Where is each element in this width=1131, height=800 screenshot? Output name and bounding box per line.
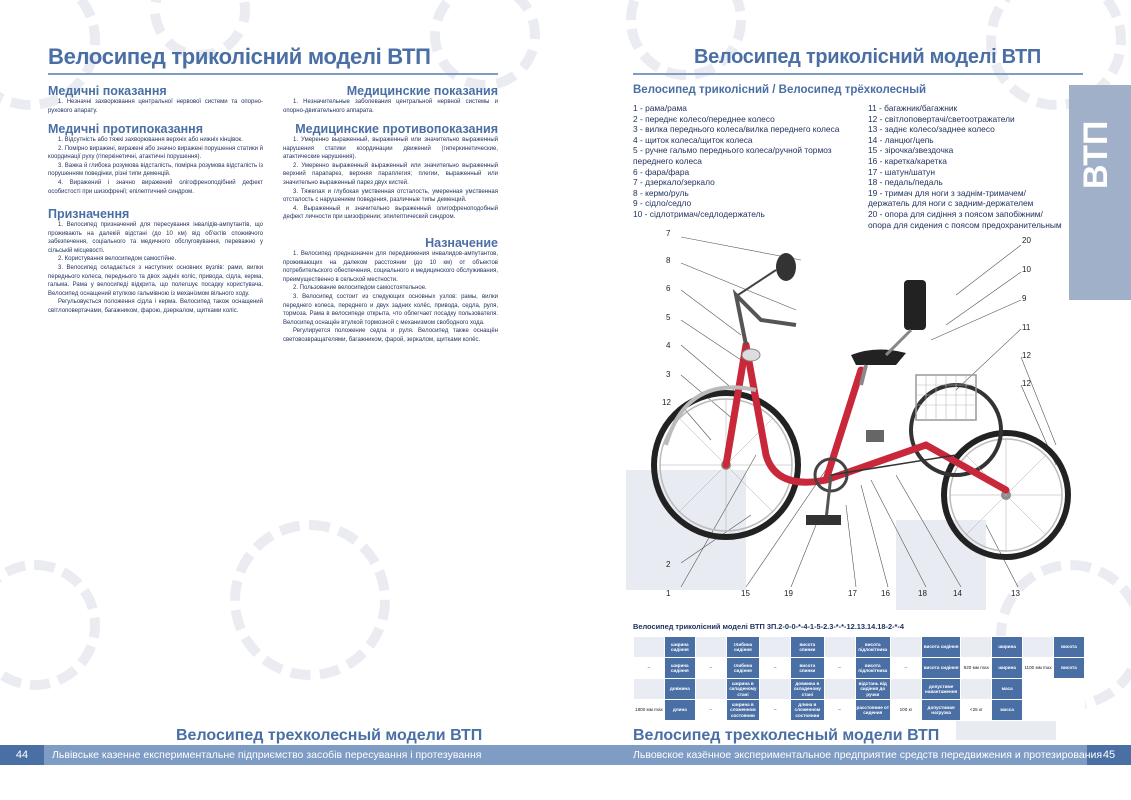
- folded-icon: [695, 679, 726, 700]
- right-page: [566, 0, 1131, 800]
- page-number: 45: [1087, 745, 1131, 765]
- callout-20: 20: [1022, 236, 1031, 245]
- wheelchair-icon: [760, 679, 791, 700]
- pedal: [806, 515, 841, 525]
- parts-list-2: 11 - багажник/багажник 12 - світлоповертачі/светоотражатели 13 - заднє колесо/заднее колесо 14 - ланцюг/цепь 15 - зірочка/звездочка 16 - каретка/каретка 17 - шатун/шатун 18 - педаль/педаль 19 - тримач для ноги з заднім-тримачем/ держатель для ноги с задним-держателем 20 - опора для сидіння з поясом запобіжним/ опора для сидения с поясом предохранительным: [868, 103, 1062, 230]
- callout-12-front: 12: [662, 398, 671, 407]
- mirror: [776, 253, 796, 281]
- wheelchair-icon: [760, 637, 791, 658]
- page-number: 44: [0, 745, 44, 765]
- callout-16: 16: [881, 589, 890, 598]
- title-underline: [633, 73, 1083, 75]
- heading-purpose-ua: Призначення: [48, 207, 130, 221]
- callout-12-rear2: 12: [1022, 379, 1031, 388]
- callout-19: 19: [784, 589, 793, 598]
- callout-5: 5: [666, 313, 671, 322]
- gear-decoration: [230, 520, 390, 680]
- seat: [851, 349, 906, 365]
- callout-11: 11: [1022, 323, 1031, 332]
- wheelchair-icon: [824, 679, 855, 700]
- footer-text: Львівське казенне експериментальне підприємство засобів пересування і протезування: [52, 749, 482, 761]
- callout-18: 18: [918, 589, 927, 598]
- bottom-title: Велосипед трехколесный модели ВТП: [176, 727, 483, 744]
- pedal-rear: [866, 430, 884, 442]
- gear-decoration: [430, 0, 540, 90]
- handlebar: [736, 295, 796, 345]
- wheelchair-icon: [1023, 637, 1054, 658]
- text-contra-ua: 1. Відсутність або тяжкі захворювання верхніх або нижніх кінцівок. 2. Помірно виражені, виражені або значно виражені порушення статики й координації руху (гіперкінетичні, атактичні порушення). 3. Важка й глибока розумова відсталість, помірна розумова відсталість із порушенням поведінки, різні типи деменцій. 4. Виражений і значно виражений олігофреноподібний дефект особистості при шизофренії; епілептичний синдром.: [48, 137, 263, 195]
- text-purpose-ru: 1. Велосипед предназначен для передвижения инвалидов-ампутантов, проживающих на далеком расстоянии (до 10 км) от объектов потребительского обеспечения, социального и медицинского обслуживания, преимущественно в сельской местности. 2. Пользование велосипедом самостоятельное. 3. Велосипед состоит из следующих основных узлов: рамы, вилки переднего колеса, переднего и двух задних колёс, привода, седла, руля, тормоза. Рама в велосипеде открыта, что облегчает посадку пользователя. Велосипед оснащён втулкой тормозной с механизмом свободного хода. Регулируется положение седла и руля. Велосипед также оснащён световозвращателями, багажником, фарой, зеркалом, щитками колёс.: [283, 251, 498, 343]
- callout-1: 1: [666, 589, 671, 598]
- heading-contra-ru: Медицинские противопоказания: [295, 122, 498, 136]
- spec-row: ширина сидіння глибина сидіння висота спинки висота підлокітника висота сидіння ширина висота: [634, 637, 1085, 658]
- callout-4: 4: [666, 341, 671, 350]
- callout-14: 14: [953, 589, 962, 598]
- text-contra-ru: 1. Умеренно выраженный, выраженный или значительно выраженный нарушения статики координации движений (гиперкинетические, атактические нарушения). 2. Умеренно выраженный выраженный или значительно выраженный верхний парапарез, верхняя параплегия; плегии, выраженный или значительно выраженный парез двух кистей. 3. Тяжелая и глубокая умственная отсталость, умеренная умственная отсталость с нарушением поведения, различные типы деменций. 4. Выраженный и значительно выраженный олигофреноподобный дефект личности при шизофрении; эпилептический синдром.: [283, 137, 498, 221]
- page-title: Велосипед триколісний моделі ВТП: [694, 46, 1042, 68]
- wheelchair-icon: [634, 679, 665, 700]
- callout-17: 17: [848, 589, 857, 598]
- seat-backrest: [904, 280, 926, 330]
- wheelchair-icon: [891, 637, 922, 658]
- wheelchair-icon: [824, 637, 855, 658]
- parts-list-1: 1 - рама/рама 2 - переднє колесо/переднее колесо 3 - вилка переднього колеса/вилка переднего колеса 4 - щиток колеса/щиток колеса 5 - ручне гальмо переднього колеса/ручной тормоз переднего колеса 6 - фара/фара 7 - дзеркало/зеркало 8 - кермо/руль 9 - сідло/седло 10 - сідлотримач/седлодержатель: [633, 103, 840, 219]
- load-icon: [891, 679, 922, 700]
- bottom-title: Велосипед трехколесный модели ВТП: [633, 727, 940, 744]
- gear-decoration: [0, 560, 100, 690]
- text-indications-ua: 1. Незначні захворювання центральної нервової системи та опорно-рухового апарату.: [48, 99, 263, 114]
- headlight: [742, 349, 760, 361]
- mirror-stem: [738, 270, 776, 295]
- callout-10: 10: [1022, 265, 1031, 274]
- tricycle-illustration: [626, 225, 1096, 605]
- callout-7: 7: [666, 229, 671, 238]
- heading-indications-ru: Медицинские показания: [346, 84, 498, 98]
- title-underline: [48, 73, 498, 75]
- spec-row: 1800 мм max длина – ширина в сложенном состоянии – длина в сложенном состоянии – расстояние от сидения 100 кг допустимая нагрузка <25 кг масса: [634, 700, 1085, 721]
- spec-row: – ширина сидіння – глибина сидіння – висота спинки – висота підлокітника – висота сидіння 920 мм max ширина 1100 мм max висота: [634, 658, 1085, 679]
- heading-indications-ua: Медичні показання: [48, 84, 167, 98]
- wheelchair-icon: [961, 637, 992, 658]
- footer-text: Львовское казённое экспериментальное предприятие средств передвижения и протезирования: [633, 749, 1103, 761]
- backrest-support: [886, 330, 911, 355]
- text-purpose-ua: 1. Велосипед призначений для пересування інвалідів-ампутантів, що проживають на далекій відстані (до 10 км) від об'єктів споживчого забезпечення, соціального та медичного обслуговування, переважно у сільській місцевості. 2. Користування велосипедом самостійне. 3. Велосипед складається з наступних основних вузлів: рами, вилки переднього колеса, переднього та двох задніх коліс, привода, сідла, керма, гальма. Рама у велосипеді відкрита, що полегшує посадку користувача. Велосипед оснащений втулкою гальмівною із механізмом вільного ходу. Регульовується положення сідла і керма. Велосипед також оснащений світлоповертачами, багажником, фарою, дзеркалом, щитками коліс.: [48, 222, 263, 314]
- heading-purpose-ru: Назначение: [425, 236, 498, 250]
- text-indications-ru: 1. Незначительные заболевания центральной нервной системы и опорно-двигательного аппарата.: [283, 99, 498, 114]
- callout-12-rear1: 12: [1022, 351, 1031, 360]
- weight-icon: [961, 679, 992, 700]
- heading-contra-ua: Медичні протипоказання: [48, 122, 203, 136]
- spec-caption: Велосипед триколісний моделі ВТП 3П.2-0-0-*-4-1-5-2.3-*-*-12.13.14.18-2-*-4: [633, 622, 905, 631]
- subtitle: Велосипед триколісний / Велосипед трёхколесный: [633, 84, 927, 96]
- wheelchair-icon: [695, 637, 726, 658]
- callout-15: 15: [741, 589, 750, 598]
- page-title: Велосипед триколісний моделі ВТП: [48, 44, 431, 69]
- spec-row: довжина ширина в складеному стані довжина в складеному стані відстань від сидіння до ручки допустиме навантаження маса: [634, 679, 1085, 700]
- spec-table: [633, 636, 1085, 721]
- section-tab: ВТП: [1069, 85, 1131, 300]
- callout-8: 8: [666, 256, 671, 265]
- callout-6: 6: [666, 284, 671, 293]
- wheelchair-icon: [634, 637, 665, 658]
- callout-13: 13: [1011, 589, 1020, 598]
- callout-9: 9: [1022, 294, 1027, 303]
- callout-2: 2: [666, 560, 671, 569]
- callout-3: 3: [666, 370, 671, 379]
